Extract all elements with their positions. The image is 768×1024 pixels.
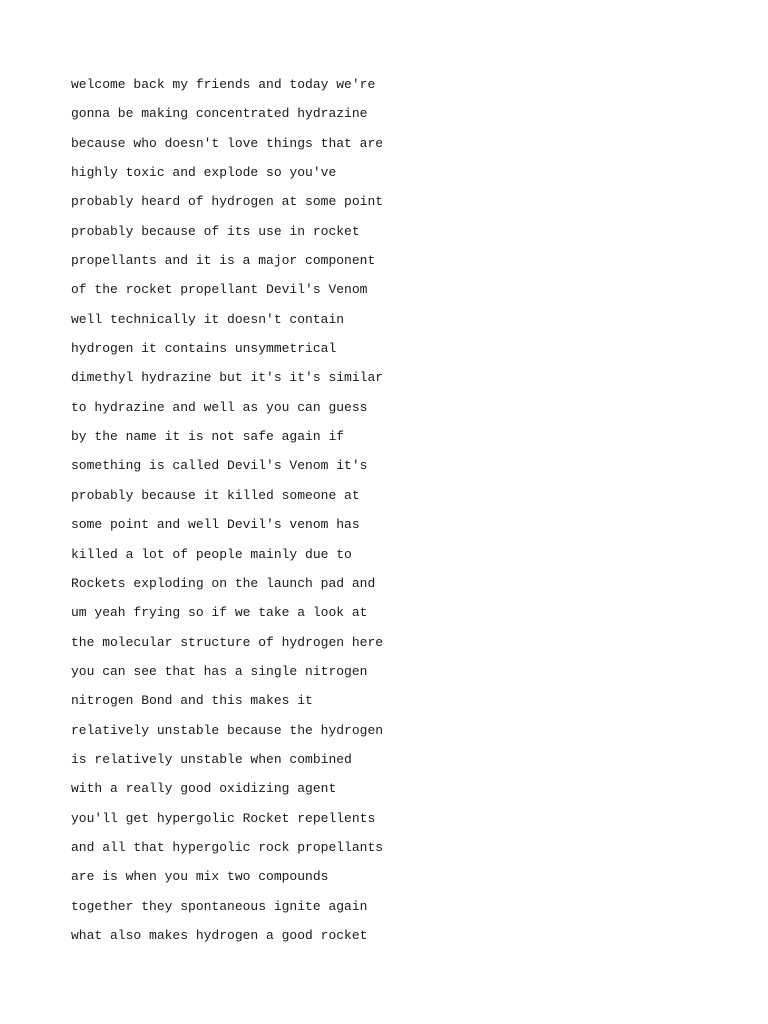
text-line: because who doesn't love things that are: [71, 135, 384, 151]
text-line: dimethyl hydrazine but it's it's similar: [71, 370, 384, 386]
text-line: um yeah frying so if we take a look at: [71, 605, 368, 621]
text-line: gonna be making concentrated hydrazine: [71, 106, 368, 122]
transcript-text: [71, 70, 383, 950]
text-line: what also makes hydrogen a good rocket: [71, 927, 368, 943]
text-line: Rockets exploding on the launch pad and: [71, 575, 376, 591]
text-line: highly toxic and explode so you've: [71, 165, 337, 181]
text-line: to hydrazine and well as you can guess: [71, 399, 368, 415]
text-line: some point and well Devil's venom has: [71, 517, 360, 533]
text-line: killed a lot of people mainly due to: [71, 546, 352, 562]
text-line: well technically it doesn't contain: [71, 311, 345, 327]
text-line: welcome back my friends and today we're: [71, 77, 376, 92]
text-line: propellants and it is a major component: [71, 253, 376, 269]
text-line: are is when you mix two compounds: [71, 869, 329, 885]
text-line: you'll get hypergolic Rocket repellents: [71, 810, 376, 826]
text-line: something is called Devil's Venom it's: [71, 458, 368, 474]
text-line: you can see that has a single nitrogen: [71, 663, 368, 679]
text-line: probably because it killed someone at: [71, 487, 360, 503]
text-line: probably heard of hydrogen at some point: [71, 194, 384, 210]
text-line: and all that hypergolic rock propellants: [71, 839, 384, 855]
text-line: nitrogen Bond and this makes it: [71, 693, 313, 709]
text-line: probably because of its use in rocket: [71, 223, 360, 239]
text-line: hydrogen it contains unsymmetrical: [71, 341, 337, 357]
text-line: with a really good oxidizing agent: [71, 781, 337, 797]
text-line: the molecular structure of hydrogen here: [71, 634, 384, 650]
text-line: of the rocket propellant Devil's Venom: [71, 282, 368, 298]
text-line: together they spontaneous ignite again: [71, 898, 368, 914]
text-line: is relatively unstable when combined: [71, 751, 352, 767]
text-line: relatively unstable because the hydrogen: [71, 722, 384, 738]
text-line: by the name it is not safe again if: [71, 429, 345, 445]
